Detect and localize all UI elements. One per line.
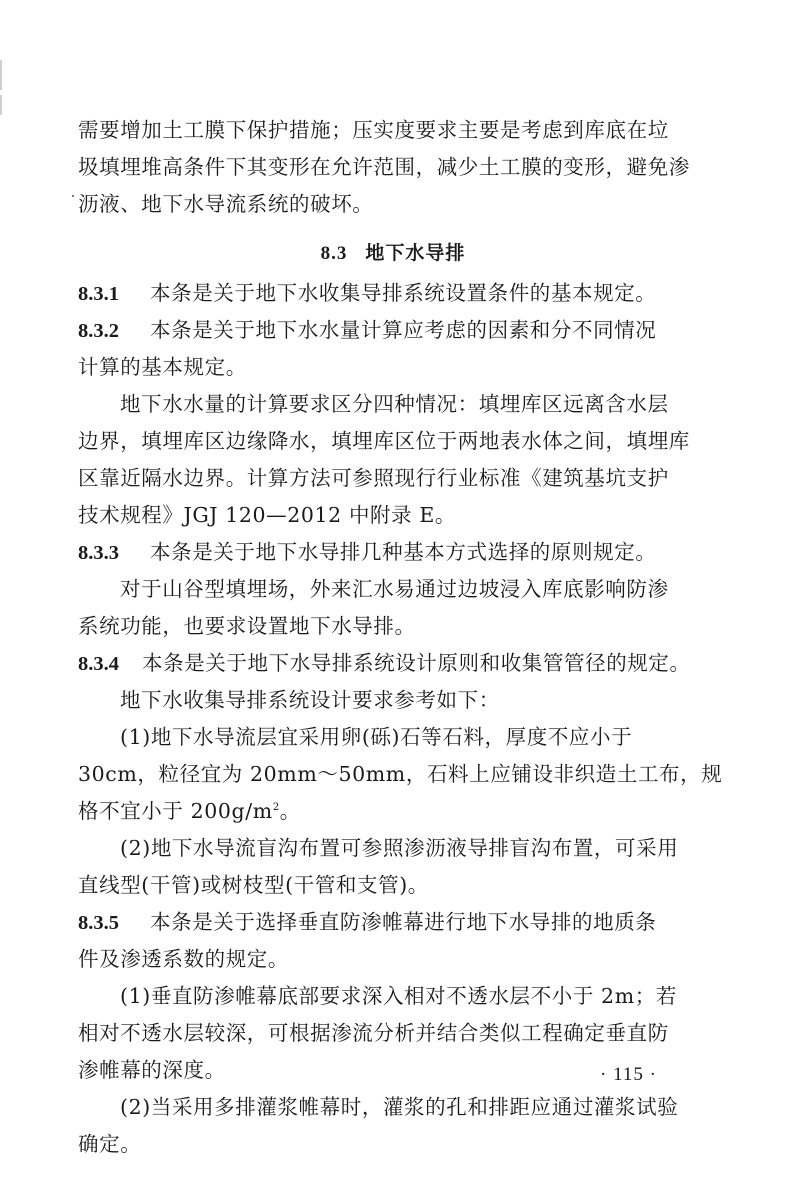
page-edge-mark <box>0 60 2 90</box>
clause-text: 本条是关于地下水导排几种基本方式选择的原则规定。 <box>150 540 657 564</box>
clause-8-3-1 <box>78 275 708 312</box>
clause-text: 本条是关于地下水水量计算应考虑的因素和分不同情况 <box>150 318 657 342</box>
text-line: (1)垂直防渗帷幕底部要求深入相对不透水层不小于 2m；若 <box>120 984 677 1008</box>
clause-number: 8.3.4 <box>78 653 119 675</box>
clause-8-3-4 <box>78 645 723 904</box>
text-line: 件及渗透系数的规定。 <box>78 947 289 971</box>
text-line: 计算的基本规定。 <box>78 355 247 379</box>
text-line <box>78 793 708 830</box>
text-line: 确定。 <box>78 1132 142 1156</box>
text-line: 区靠近隔水边界。计算方法可参照现行行业标准《建筑基坑支护 <box>78 466 669 490</box>
clause-number: 8.3.2 <box>78 320 119 342</box>
page-number: · 115 · <box>600 1064 657 1085</box>
text-line: (2)地下水导流盲沟布置可参照渗沥液导排盲沟布置，可采用 <box>120 836 679 860</box>
text-line: 地下水收集导排系统设计要求参考如下： <box>120 688 500 712</box>
section-title-text: 地下水导排 <box>365 242 466 264</box>
text-line: (2)当采用多排灌浆帷幕时，灌浆的孔和排距应通过灌浆试验 <box>120 1095 679 1119</box>
text-segment: 。 <box>279 799 301 823</box>
intro-paragraph <box>78 112 708 223</box>
clause-number: 8.3.1 <box>78 283 119 305</box>
clause-8-3-5 <box>78 904 708 1163</box>
text-line: 边界，填埋库区边缘降水，填埋库区位于两地表水体之间，填埋库 <box>78 429 690 453</box>
text-line: 30cm，粒径宜为 20mm～50mm，石料上应铺设非织造土工布，规 <box>78 762 723 786</box>
text-line: 对于山谷型填埋场，外来汇水易通过边坡浸入库底影响防渗 <box>120 577 669 601</box>
clause-text: 本条是关于选择垂直防渗帷幕进行地下水导排的地质条 <box>150 910 657 934</box>
page-edge-mark <box>0 95 2 115</box>
clause-number: 8.3.3 <box>78 542 119 564</box>
clause-8-3-2 <box>78 312 708 534</box>
text-line: 直线型(干管)或树枝型(干管和支管)。 <box>78 873 429 897</box>
text-line: 圾填埋堆高条件下其变形在允许范围，减少土工膜的变形，避免渗 <box>78 155 690 179</box>
text-line: 需要增加土工膜下保护措施；压实度要求主要是考虑到库底在垃 <box>78 118 669 142</box>
clause-8-3-3 <box>78 534 708 645</box>
scan-artifact-dot <box>72 195 74 197</box>
text-segment: 格不宜小于 200g/m <box>78 799 273 823</box>
text-line: 相对不透水层较深，可根据渗流分析并结合类似工程确定垂直防 <box>78 1021 669 1045</box>
text-line: (1)地下水导流层宜采用卵(砾)石等石料，厚度不应小于 <box>120 725 633 749</box>
text-line: 沥液、地下水导流系统的破坏。 <box>78 192 374 216</box>
text-line: 渗帷幕的深度。 <box>78 1058 226 1082</box>
section-number: 8.3 <box>320 243 348 264</box>
superscript: 2 <box>272 802 280 813</box>
section-heading <box>78 223 708 275</box>
text-line: 地下水水量的计算要求区分四种情况：填埋库区远离含水层 <box>120 392 669 416</box>
text-line: 系统功能，也要求设置地下水导排。 <box>78 614 416 638</box>
clause-text: 本条是关于地下水收集导排系统设置条件的基本规定。 <box>150 281 657 305</box>
clause-text: 本条是关于地下水导排系统设计原则和收集管管径的规定。 <box>142 651 691 675</box>
text-line: 技术规程》JGJ 120—2012 中附录 E。 <box>78 503 457 527</box>
document-page <box>78 112 723 1163</box>
clause-number: 8.3.5 <box>78 912 119 934</box>
